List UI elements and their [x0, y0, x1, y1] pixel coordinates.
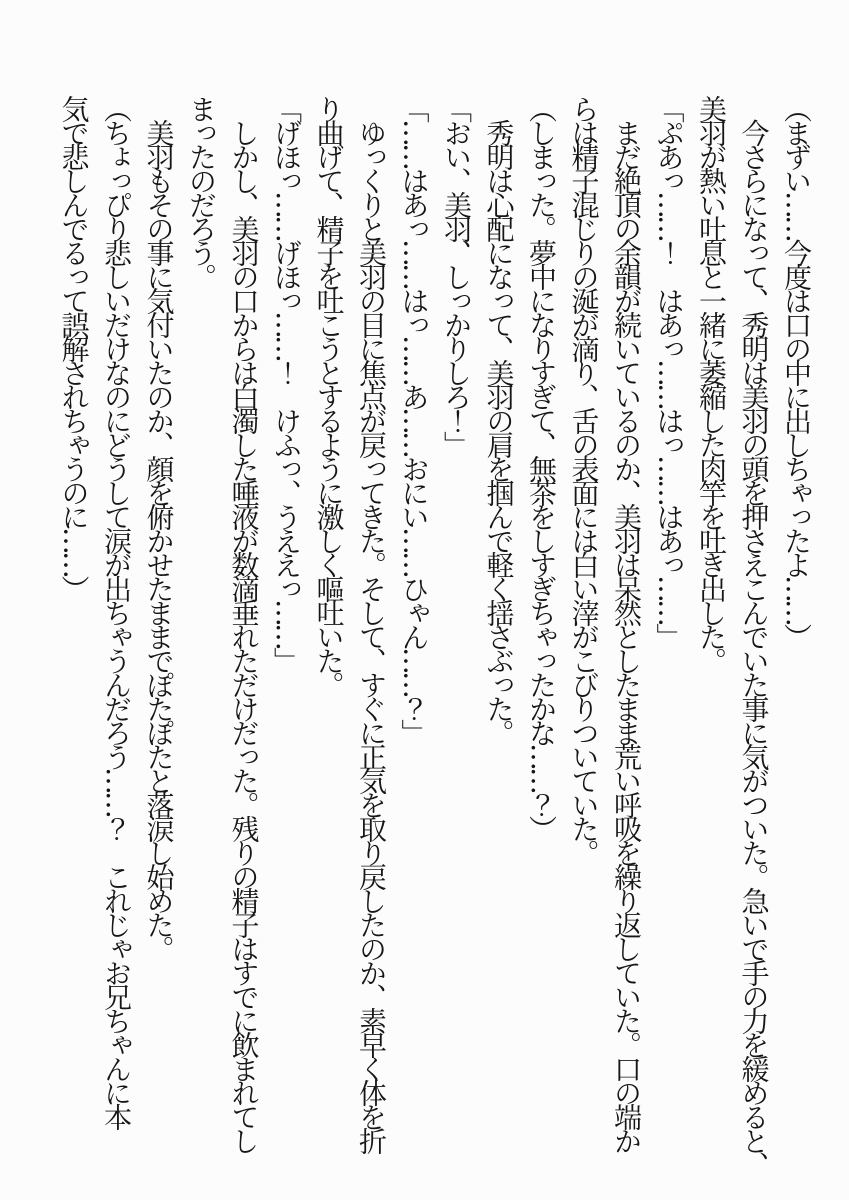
text-line: り曲げて、精子を吐こうとするように激しく嘔吐いた。: [312, 95, 346, 695]
text-line: らは精子混じりの涎が滴り、舌の表面には白い滓がこびりついていた。: [567, 95, 601, 863]
text-line: 「……はあっ……はっ……あ……おにい……ひゃん……？」: [397, 95, 431, 743]
text-line: 今さらになって、秀明は美羽の頭を押さえこんでいた事に気がついた。急いで手の力を緩めると、: [737, 95, 771, 1175]
text-line: （しまった。夢中になりすぎて、無茶をしすぎちゃったかな……？）: [525, 95, 558, 839]
text-line: 「ぷあっ……！ はあっ……はっ……はあっ……」: [652, 95, 686, 647]
text-line: 美羽もその事に気付いたのか、顔を俯かせたままでぽたぽたと落涙し始めた。: [142, 95, 176, 959]
text-line: まったのだろう。: [185, 95, 218, 287]
body-text: [52, 95, 817, 1185]
text-line: 秀明は心配になって、美羽の肩を掴んで軽く揺さぶった。: [482, 95, 516, 743]
text-line: 「げほっ……げほっ……！ けふっ、うええっ……」: [270, 95, 303, 671]
text-line: （ちょっぴり悲しいだけなのにどうして涙が出ちゃうんだろう……？ これじゃお兄ちゃんに本: [100, 95, 133, 1127]
text-line: 気で悲しんでるって誤解されちゃうのに……）: [57, 95, 91, 599]
text-line: ゆっくりと美羽の目に焦点が戻ってきた。そして、すぐに正気を取り戻したのか、素早く体を折: [355, 95, 388, 1151]
text-line: しかし、美羽の口からは白濁した唾液が数滴垂れただけだった。残りの精子はすでに飲まれてし: [227, 95, 261, 1151]
text-line: 「おい、美羽、しっかりしろ！」: [440, 95, 473, 455]
text-line: （まずい……今度は口の中に出しちゃったよ……）: [780, 95, 813, 647]
text-line: 美羽が熱い吐息と一緒に萎縮した肉竿を吐き出した。: [695, 95, 728, 671]
text-line: まだ絶頂の余韻が続いているのか、美羽は呆然としたまま荒い呼吸を繰り返していた。口の端か: [610, 95, 643, 1151]
